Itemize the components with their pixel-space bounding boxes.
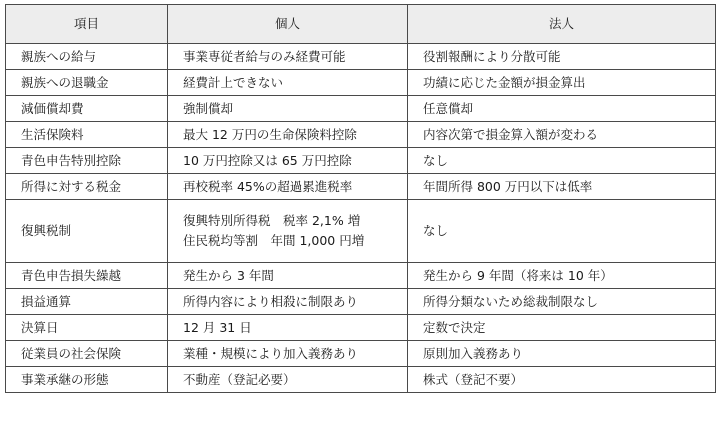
cell-item: 生活保険料 (6, 122, 168, 148)
table-row (6, 148, 716, 174)
table-row (6, 289, 716, 315)
table-row (6, 174, 716, 200)
cell-corporation: 任意償却 (408, 96, 716, 122)
cell-item: 青色申告損失繰越 (6, 263, 168, 289)
cell-item: 親族への退職金 (6, 70, 168, 96)
cell-corporation: 年間所得 800 万円以下は低率 (408, 174, 716, 200)
cell-individual: 発生から 3 年間 (168, 263, 408, 289)
cell-individual (168, 200, 408, 263)
table-row (6, 315, 716, 341)
table-row (6, 70, 716, 96)
table-row (6, 122, 716, 148)
cell-corporation: 定数で決定 (408, 315, 716, 341)
cell-individual: 事業専従者給与のみ経費可能 (168, 44, 408, 70)
comparison-table-container (5, 4, 716, 393)
cell-corporation: 功績に応じた金額が損金算出 (408, 70, 716, 96)
header-individual: 個人 (168, 5, 408, 44)
comparison-table (5, 4, 716, 393)
cell-individual: 所得内容により相殺に制限あり (168, 289, 408, 315)
table-row (6, 263, 716, 289)
cell-individual: 再校税率 45%の超過累進税率 (168, 174, 408, 200)
cell-corporation: なし (408, 200, 716, 263)
cell-corporation: 所得分類ないため総裁制限なし (408, 289, 716, 315)
cell-individual-line: 復興特別所得税 税率 2,1% 増 (183, 213, 361, 228)
cell-individual: 強制償却 (168, 96, 408, 122)
cell-individual: 最大 12 万円の生命保険料控除 (168, 122, 408, 148)
cell-item: 決算日 (6, 315, 168, 341)
table-row (6, 367, 716, 393)
cell-corporation: 役割報酬により分散可能 (408, 44, 716, 70)
cell-item: 青色申告特別控除 (6, 148, 168, 174)
cell-item: 復興税制 (6, 200, 168, 263)
cell-individual: 12 月 31 日 (168, 315, 408, 341)
cell-item: 所得に対する税金 (6, 174, 168, 200)
header-corporation: 法人 (408, 5, 716, 44)
cell-item: 従業員の社会保険 (6, 341, 168, 367)
cell-corporation: 内容次第で損金算入額が変わる (408, 122, 716, 148)
table-row (6, 96, 716, 122)
cell-item: 事業承継の形態 (6, 367, 168, 393)
cell-individual-line: 住民税均等割 年間 1,000 円増 (183, 233, 365, 248)
cell-corporation: 原則加入義務あり (408, 341, 716, 367)
table-header-row (6, 5, 716, 44)
cell-individual: 経費計上できない (168, 70, 408, 96)
table-row (6, 44, 716, 70)
cell-corporation: なし (408, 148, 716, 174)
cell-item: 親族への給与 (6, 44, 168, 70)
cell-item: 減価償却費 (6, 96, 168, 122)
header-item: 項目 (6, 5, 168, 44)
cell-corporation: 株式（登記不要） (408, 367, 716, 393)
cell-individual: 不動産（登記必要） (168, 367, 408, 393)
cell-individual: 業種・規模により加入義務あり (168, 341, 408, 367)
cell-item: 損益通算 (6, 289, 168, 315)
cell-corporation: 発生から 9 年間（将来は 10 年） (408, 263, 716, 289)
cell-individual: 10 万円控除又は 65 万円控除 (168, 148, 408, 174)
table-row (6, 200, 716, 263)
table-row (6, 341, 716, 367)
